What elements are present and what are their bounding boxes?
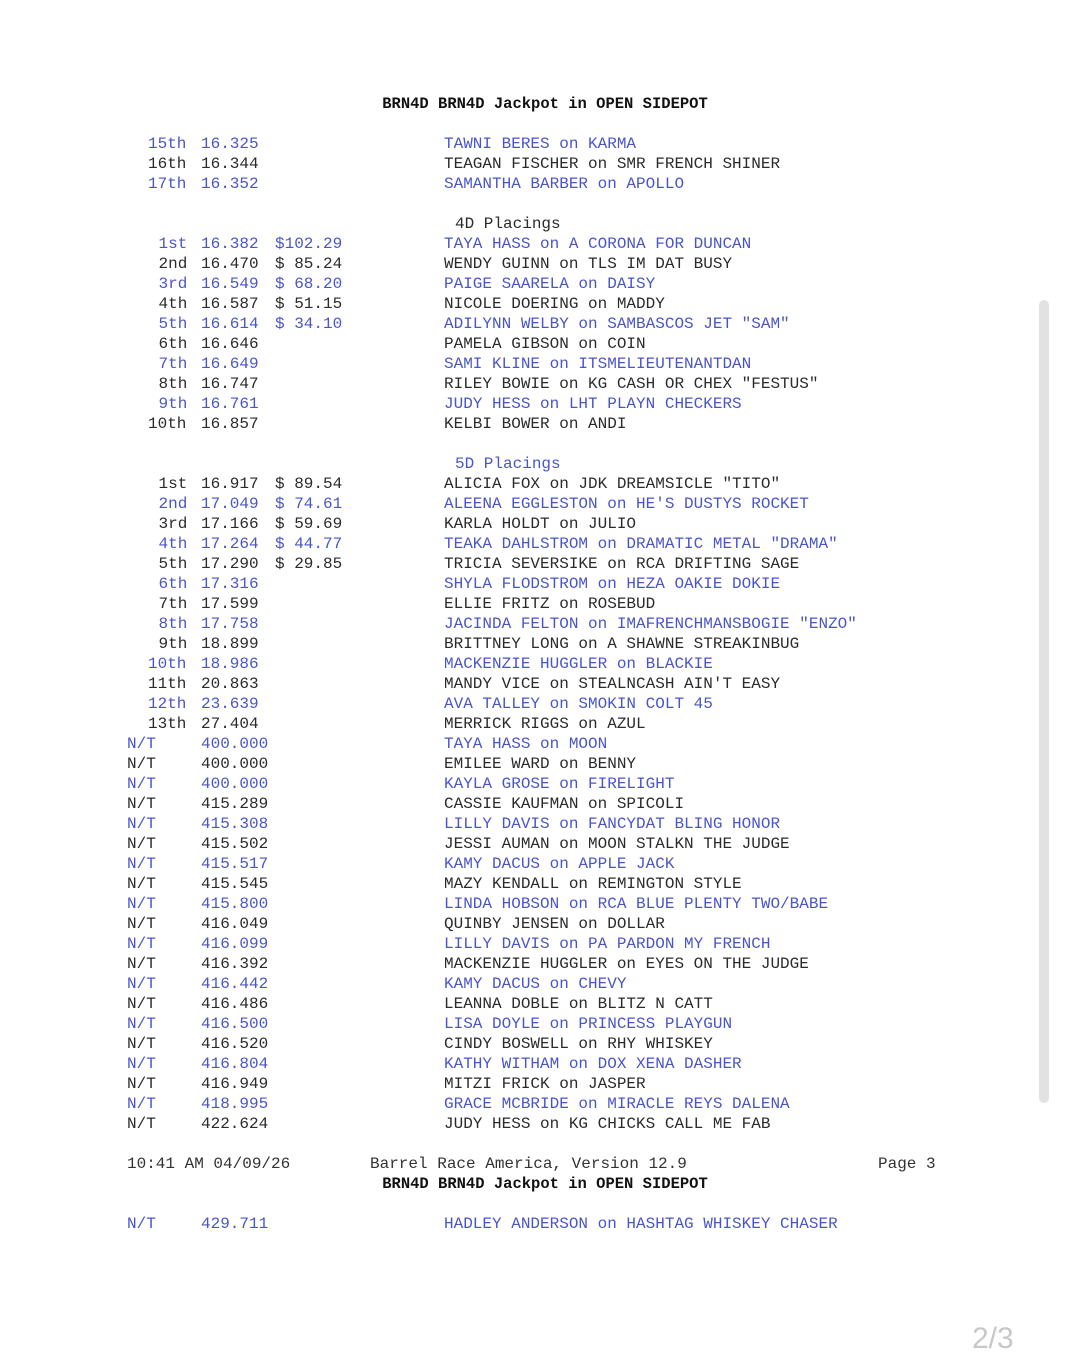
rider-horse-entry: ELLIE FRITZ on ROSEBUD	[444, 595, 656, 613]
footer-software: Barrel Race America, Version 12.9	[370, 1155, 687, 1173]
placing-prize: $ 44.77	[275, 535, 343, 553]
no-time-label: N/T	[127, 775, 156, 793]
no-time-label: N/T	[127, 795, 156, 813]
no-time-label: N/T	[127, 895, 156, 913]
placing-time: 18.899	[201, 635, 259, 653]
rider-horse-entry: ALEENA EGGLESTON on HE'S DUSTYS ROCKET	[444, 495, 809, 513]
placing-time: 16.649	[201, 355, 259, 373]
placing-rank: 11th	[148, 675, 187, 693]
section-4d-label: 4D Placings	[455, 215, 561, 233]
no-time-value: 418.995	[201, 1095, 269, 1113]
rider-horse-entry: LILLY DAVIS on FANCYDAT BLING HONOR	[444, 815, 781, 833]
placing-time: 16.761	[201, 395, 259, 413]
rider-horse-entry: LISA DOYLE on PRINCESS PLAYGUN	[444, 1015, 733, 1033]
placing-rank: 8th	[158, 375, 188, 393]
no-time-value: 416.500	[201, 1015, 269, 1033]
no-time-label: N/T	[127, 1215, 156, 1233]
placing-time: 16.344	[201, 155, 259, 173]
no-time-value: 422.624	[201, 1115, 269, 1133]
no-time-value: 416.392	[201, 955, 269, 973]
rider-horse-entry: ADILYNN WELBY on SAMBASCOS JET "SAM"	[444, 315, 790, 333]
placing-rank: 3rd	[158, 515, 188, 533]
rider-horse-entry: MANDY VICE on STEALNCASH AIN'T EASY	[444, 675, 781, 693]
no-time-value: 400.000	[201, 775, 269, 793]
no-time-value: 400.000	[201, 755, 269, 773]
no-time-value: 415.308	[201, 815, 269, 833]
placing-time: 16.614	[201, 315, 259, 333]
rider-horse-entry: SAMI KLINE on ITSMELIEUTENANTDAN	[444, 355, 752, 373]
rider-horse-entry: GRACE MCBRIDE on MIRACLE REYS DALENA	[444, 1095, 790, 1113]
rider-horse-entry: RILEY BOWIE on KG CASH OR CHEX "FESTUS"	[444, 375, 819, 393]
rider-horse-entry: LEANNA DOBLE on BLITZ N CATT	[444, 995, 713, 1013]
rider-horse-entry: BRITTNEY LONG on A SHAWNE STREAKINBUG	[444, 635, 800, 653]
placing-time: 18.986	[201, 655, 259, 673]
rider-horse-entry: JACINDA FELTON on IMAFRENCHMANSBOGIE "ENZO"	[444, 615, 857, 633]
placing-rank: 8th	[158, 615, 188, 633]
no-time-label: N/T	[127, 755, 156, 773]
placing-prize: $ 89.54	[275, 475, 343, 493]
rider-horse-entry: SHYLA FLODSTROM on HEZA OAKIE DOKIE	[444, 575, 781, 593]
no-time-value: 415.545	[201, 875, 269, 893]
no-time-value: 415.517	[201, 855, 269, 873]
placing-time: 16.352	[201, 175, 259, 193]
placing-rank: 13th	[148, 715, 187, 733]
placing-time: 20.863	[201, 675, 259, 693]
placing-prize: $ 29.85	[275, 555, 343, 573]
rider-horse-entry: KELBI BOWER on ANDI	[444, 415, 627, 433]
placing-time: 16.549	[201, 275, 259, 293]
no-time-label: N/T	[127, 935, 156, 953]
placing-time: 17.049	[201, 495, 259, 513]
placing-prize: $ 34.10	[275, 315, 343, 333]
placing-rank: 5th	[158, 555, 188, 573]
no-time-label: N/T	[127, 735, 156, 753]
no-time-label: N/T	[127, 855, 156, 873]
placing-time: 27.404	[201, 715, 259, 733]
rider-horse-entry: SAMANTHA BARBER on APOLLO	[444, 175, 685, 193]
scrollbar-thumb[interactable]	[1039, 300, 1049, 1103]
placing-rank: 1st	[158, 475, 188, 493]
no-time-label: N/T	[127, 815, 156, 833]
rider-horse-entry: KARLA HOLDT on JULIO	[444, 515, 637, 533]
placing-rank: 2nd	[158, 495, 188, 513]
placing-rank: 6th	[158, 335, 188, 353]
rider-horse-entry: LILLY DAVIS on PA PARDON MY FRENCH	[444, 935, 771, 953]
rider-horse-entry: TAYA HASS on A CORONA FOR DUNCAN	[444, 235, 752, 253]
placing-rank: 10th	[148, 415, 187, 433]
rider-horse-entry: EMILEE WARD on BENNY	[444, 755, 637, 773]
rider-horse-entry: TAWNI BERES on KARMA	[444, 135, 637, 153]
placing-time: 16.382	[201, 235, 259, 253]
no-time-label: N/T	[127, 1075, 156, 1093]
placing-rank: 12th	[148, 695, 187, 713]
rider-horse-entry: JUDY HESS on LHT PLAYN CHECKERS	[444, 395, 742, 413]
rider-horse-entry: KAYLA GROSE on FIRELIGHT	[444, 775, 675, 793]
rider-horse-entry: PAIGE SAARELA on DAISY	[444, 275, 656, 293]
rider-horse-entry: TEAGAN FISCHER on SMR FRENCH SHINER	[444, 155, 781, 173]
rider-horse-entry: AVA TALLEY on SMOKIN COLT 45	[444, 695, 713, 713]
placing-time: 17.758	[201, 615, 259, 633]
rider-horse-entry: WENDY GUINN on TLS IM DAT BUSY	[444, 255, 733, 273]
no-time-value: 415.800	[201, 895, 269, 913]
placing-rank: 7th	[158, 355, 188, 373]
placing-time: 16.857	[201, 415, 259, 433]
placing-rank: 16th	[148, 155, 187, 173]
page-indicator: 2/3	[972, 1322, 1014, 1355]
placing-time: 17.290	[201, 555, 259, 573]
no-time-label: N/T	[127, 835, 156, 853]
footer-timestamp: 10:41 AM 04/09/26	[127, 1155, 291, 1173]
no-time-label: N/T	[127, 1035, 156, 1053]
no-time-label: N/T	[127, 975, 156, 993]
placing-prize: $ 85.24	[275, 255, 343, 273]
no-time-value: 416.804	[201, 1055, 269, 1073]
placing-rank: 5th	[158, 315, 188, 333]
placing-time: 17.599	[201, 595, 259, 613]
rider-horse-entry: CINDY BOSWELL on RHY WHISKEY	[444, 1035, 713, 1053]
rider-horse-entry: KAMY DACUS on APPLE JACK	[444, 855, 675, 873]
rider-horse-entry: MITZI FRICK on JASPER	[444, 1075, 646, 1093]
placing-time: 16.917	[201, 475, 259, 493]
placing-prize: $ 68.20	[275, 275, 343, 293]
placing-rank: 7th	[158, 595, 188, 613]
placing-time: 16.470	[201, 255, 259, 273]
section-5d-label: 5D Placings	[455, 455, 561, 473]
rider-horse-entry: KAMY DACUS on CHEVY	[444, 975, 627, 993]
footer-heading: BRN4D BRN4D Jackpot in OPEN SIDEPOT	[382, 1175, 708, 1193]
rider-horse-entry: MAZY KENDALL on REMINGTON STYLE	[444, 875, 742, 893]
placing-prize: $102.29	[275, 235, 343, 253]
placing-prize: $ 74.61	[275, 495, 343, 513]
rider-horse-entry: TAYA HASS on MOON	[444, 735, 608, 753]
rider-horse-entry: JUDY HESS on KG CHICKS CALL ME FAB	[444, 1115, 771, 1133]
no-time-label: N/T	[127, 1055, 156, 1073]
rider-horse-entry: LINDA HOBSON on RCA BLUE PLENTY TWO/BABE	[444, 895, 829, 913]
rider-horse-entry: MERRICK RIGGS on AZUL	[444, 715, 646, 733]
no-time-label: N/T	[127, 1015, 156, 1033]
no-time-label: N/T	[127, 1115, 156, 1133]
placing-time: 17.166	[201, 515, 259, 533]
rider-horse-entry: JESSI AUMAN on MOON STALKN THE JUDGE	[444, 835, 790, 853]
rider-horse-entry: QUINBY JENSEN on DOLLAR	[444, 915, 665, 933]
placing-rank: 4th	[158, 295, 188, 313]
placing-rank: 10th	[148, 655, 187, 673]
no-time-value: 416.486	[201, 995, 269, 1013]
rider-horse-entry: TRICIA SEVERSIKE on RCA DRIFTING SAGE	[444, 555, 800, 573]
no-time-label: N/T	[127, 1095, 156, 1113]
placing-rank: 2nd	[158, 255, 188, 273]
no-time-label: N/T	[127, 875, 156, 893]
rider-horse-entry: ALICIA FOX on JDK DREAMSICLE "TITO"	[444, 475, 781, 493]
no-time-label: N/T	[127, 995, 156, 1013]
no-time-value: 416.049	[201, 915, 269, 933]
no-time-value: 429.711	[201, 1215, 269, 1233]
no-time-value: 400.000	[201, 735, 269, 753]
no-time-label: N/T	[127, 955, 156, 973]
placing-prize: $ 59.69	[275, 515, 343, 533]
placing-time: 16.747	[201, 375, 259, 393]
footer-page-number: Page 3	[878, 1155, 936, 1173]
no-time-value: 415.289	[201, 795, 269, 813]
report-heading: BRN4D BRN4D Jackpot in OPEN SIDEPOT	[382, 95, 708, 113]
rider-horse-entry: HADLEY ANDERSON on HASHTAG WHISKEY CHASER	[444, 1215, 838, 1233]
placing-rank: 4th	[158, 535, 188, 553]
rider-horse-entry: CASSIE KAUFMAN on SPICOLI	[444, 795, 685, 813]
no-time-value: 416.442	[201, 975, 269, 993]
rider-horse-entry: PAMELA GIBSON on COIN	[444, 335, 646, 353]
placing-rank: 15th	[148, 135, 187, 153]
rider-horse-entry: MACKENZIE HUGGLER on BLACKIE	[444, 655, 713, 673]
placing-rank: 9th	[158, 635, 188, 653]
no-time-value: 416.949	[201, 1075, 269, 1093]
no-time-value: 416.099	[201, 935, 269, 953]
placing-rank: 1st	[158, 235, 188, 253]
no-time-value: 416.520	[201, 1035, 269, 1053]
no-time-label: N/T	[127, 915, 156, 933]
rider-horse-entry: NICOLE DOERING on MADDY	[444, 295, 665, 313]
placing-prize: $ 51.15	[275, 295, 343, 313]
placing-rank: 3rd	[158, 275, 188, 293]
rider-horse-entry: TEAKA DAHLSTROM on DRAMATIC METAL "DRAMA"	[444, 535, 838, 553]
rider-horse-entry: KATHY WITHAM on DOX XENA DASHER	[444, 1055, 742, 1073]
placing-time: 16.646	[201, 335, 259, 353]
placing-rank: 9th	[158, 395, 188, 413]
placing-time: 16.325	[201, 135, 259, 153]
placing-time: 16.587	[201, 295, 259, 313]
placing-rank: 17th	[148, 175, 187, 193]
placing-time: 17.316	[201, 575, 259, 593]
no-time-value: 415.502	[201, 835, 269, 853]
placing-time: 17.264	[201, 535, 259, 553]
placing-time: 23.639	[201, 695, 259, 713]
rider-horse-entry: MACKENZIE HUGGLER on EYES ON THE JUDGE	[444, 955, 809, 973]
placing-rank: 6th	[158, 575, 188, 593]
